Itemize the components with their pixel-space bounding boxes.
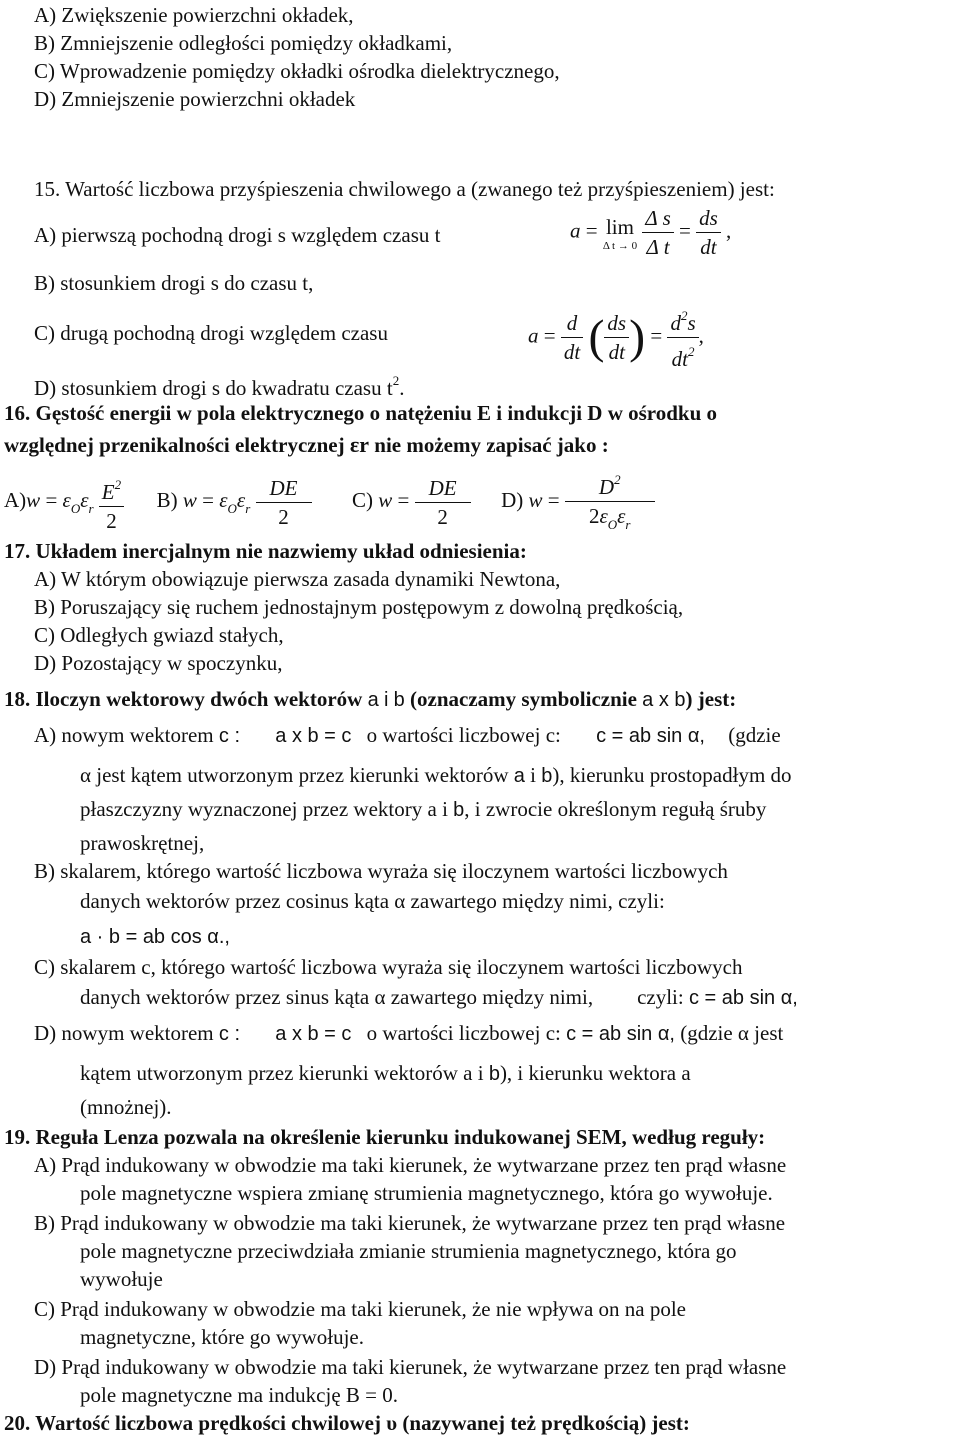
q18-option-c-line2: danych wektorów przez sinus kąta α zawartego między nimi, czyli: c = ab sin α,	[80, 985, 798, 1009]
q18-option-a-line1: A) nowym wektorem c : a x b = c o wartości liczbowej c: c = ab sin α, (gdzie	[34, 723, 781, 747]
q20-title: 20. Wartość liczbowa prędkości chwilowej υ (nazywanej też prędkością) jest:	[4, 1411, 690, 1435]
q15-option-d: D) stosunkiem drogi s do kwadratu czasu $t^2$.	[34, 373, 405, 400]
q17-option-a: A) W którym obowiązuje pierwsza zasada dynamiki Newtona,	[34, 567, 561, 591]
q18-option-d-line3: (mnożnej).	[80, 1095, 172, 1119]
q16-title: 16. Gęstość energii w pola elektrycznego o natężeniu E i indukcji D w ośrodku o	[4, 401, 718, 425]
formula-equals: =	[585, 218, 603, 243]
q15-title: 15. Wartość liczbowa przyśpieszenia chwilowego a (zwanego też przyśpieszeniem) jest:	[34, 177, 775, 201]
q19-option-b-line1: B) Prąd indukowany w obwodzie ma taki kierunek, że wytwarzane przez ten prąd własne	[34, 1211, 786, 1235]
q18-option-b-formula: a · b = ab cos α.,	[80, 926, 230, 948]
q17-option-b: B) Poruszający się ruchem jednostajnym postępowym z dowolną prędkością,	[34, 595, 684, 619]
q19-option-c-line1: C) Prąd indukowany w obwodzie ma taki kierunek, że nie wpływa on na pole	[34, 1297, 686, 1321]
q18-title: 18. Iloczyn wektorowy dwóch wektorów a i b (oznaczamy symbolicznie a x b) jest:	[4, 687, 737, 711]
q17-title: 17. Układem inercjalnym nie nazwiemy układ odniesienia:	[4, 539, 527, 563]
q18-option-c-line1: C) skalarem c, którego wartość liczbowa wyraża się iloczynem wartości liczbowych	[34, 955, 743, 979]
q15-option-c: C) drugą pochodną drogi względem czasu	[34, 321, 388, 345]
q14-option-b: B) Zmniejszenie odległości pomiędzy okładkami,	[34, 31, 453, 55]
q17-option-d: D) Pozostający w spoczynku,	[34, 651, 283, 675]
q14-option-a: A) Zwiększenie powierzchni okładek,	[34, 3, 354, 27]
q18-option-a-line2: α jest kątem utworzonym przez kierunki wektorów a i b), kierunku prostopadłym do	[80, 763, 792, 787]
eps-r-symbol: εr	[349, 432, 370, 457]
q19-option-d-line2: pole magnetyczne ma indukcję B = 0.	[80, 1383, 398, 1407]
q15-formula-c: a = $\frac{d}{dt}$ ( $\frac{ds}{dt}$ ) = $\frac{d^2s}{dt^2}$ ,	[528, 302, 704, 373]
q16-option-b: B) $w = \varepsilon_O\varepsilon_r$ $\frac{DE}{2}$	[157, 488, 312, 512]
q18-option-b-line2: danych wektorów przez cosinus kąta α zawartego między nimi, czyli:	[80, 889, 665, 913]
q19-option-b-line2: pole magnetyczne przeciwdziała zmianie strumienia magnetycznego, która go	[80, 1239, 737, 1263]
q19-option-b-line3: wywołuje	[80, 1267, 163, 1291]
formula-equals: =	[679, 218, 697, 243]
q14-option-d: D) Zmniejszenie powierzchni okładek	[34, 87, 356, 111]
q18-option-d-line2: kątem utworzonym przez kierunki wektorów a i b), i kierunku wektora a	[80, 1061, 691, 1085]
q17-option-c: C) Odległych gwiazd stałych,	[34, 623, 284, 647]
q19-option-c-line2: magnetyczne, które go wywołuje.	[80, 1325, 364, 1349]
formula-a-symbol: a	[570, 218, 581, 243]
q19-option-d-line1: D) Prąd indukowany w obwodzie ma taki kierunek, że wytwarzane przez ten prąd własne	[34, 1355, 787, 1379]
q18-option-a-line3: płaszczyzny wyznaczonej przez wektory a i b, i zwrocie określonym regułą śruby	[80, 797, 767, 821]
formula-delta-frac: $\frac{\text{Δ s}}{\text{Δ t}}$	[642, 204, 673, 261]
q15-option-b: B) stosunkiem drogi s do czasu t,	[34, 271, 314, 295]
q16-option-a: $A)w = \varepsilon_O\varepsilon_r$ $\frac{E^2}{2}$	[4, 488, 124, 512]
q19-title: 19. Reguła Lenza pozwala na określenie kierunku indukowanej SEM, według reguły:	[4, 1125, 766, 1149]
q18-option-d-line1: D) nowym wektorem c : a x b = c o wartości liczbowej c: c = ab sin α, (gdzie α jest	[34, 1021, 784, 1045]
q14-option-c: C) Wprowadzenie pomiędzy okładki ośrodka dielektrycznego,	[34, 59, 560, 83]
q15-formula-a	[570, 204, 731, 261]
q19-option-a-line2: pole magnetyczne wspiera zmianę strumienia magnetycznego, która go wywołuje.	[80, 1181, 773, 1205]
formula-lim: lim Δ t → 0	[602, 214, 638, 252]
q18-option-a-line4: prawoskrętnej,	[80, 831, 205, 855]
q15-option-a: A) pierwszą pochodną drogi s względem czasu t	[34, 223, 441, 247]
q18-option-b-line1: B) skalarem, którego wartość liczbowa wyraża się iloczynem wartości liczbowych	[34, 859, 728, 883]
formula-comma: ,	[726, 218, 732, 243]
q16-options	[4, 466, 655, 539]
q16-option-d: D) w = $\frac{D^2}{2\varepsilon_O\varepsilon_r}$	[501, 488, 654, 512]
q16-title-line2: względnej przenikalności elektrycznej εr nie możemy zapisać jako :	[4, 432, 609, 457]
q19-option-a-line1: A) Prąd indukowany w obwodzie ma taki kierunek, że wytwarzane przez ten prąd własne	[34, 1153, 787, 1177]
formula-ds-dt: $\frac{ds}{dt}$	[696, 204, 721, 261]
q16-option-c: C) w = $\frac{DE}{2}$	[352, 488, 471, 512]
